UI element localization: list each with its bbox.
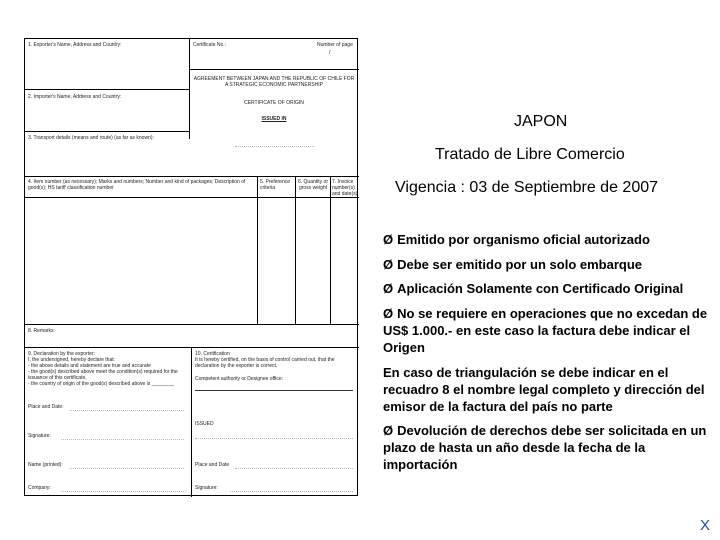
agreement-line-2: A STRATEGIC ECONOMIC PARTNERSHIP (224, 82, 324, 88)
slide-title-validity: Vigencia : 03 de Septiembre de 2007 (395, 179, 659, 196)
box5-label: 5. Preference criteria (260, 179, 291, 191)
arrow-bullet-icon: Ø (383, 232, 394, 247)
certificate-of-origin-form (24, 38, 358, 496)
box7-label: 7. Invoice number(s) and date(s) (332, 179, 358, 197)
box9-line: - the above details and statement are true and accurate (28, 363, 151, 369)
box10-line: It is hereby certified, on the basis of control carried out, that the (195, 357, 335, 363)
bullet-item: Ø Devolución de derechos debe ser solicitada en un plazo de hasta un año desde la fecha de la importación (383, 423, 707, 472)
competent-authority-label: Competent authority or Designee office: (195, 376, 284, 382)
name-printed-label: Name (printed): (28, 462, 63, 468)
box1-label: 1. Exporter's Name, Address and Country: (28, 42, 122, 48)
agreement-line-1: AGREEMENT BETWEEN JAPAN AND THE REPUBLIC OF CHILE FOR (193, 76, 355, 82)
arrow-bullet-icon: Ø (383, 257, 394, 272)
place-date-label: Place and Date: (28, 404, 64, 410)
page-number-label: Number of page (317, 42, 353, 48)
box6-label: 6. Quantity or gross weight (297, 179, 328, 191)
close-link[interactable]: X (699, 517, 710, 534)
box9-line: issuance of this certificate, (28, 375, 87, 381)
box9-line: - the good(s) described above meet the condition(s) required for the (28, 369, 178, 375)
page-number-value: / (329, 50, 331, 56)
box9-line: - the country of origin of the good(s) described above is ________ (28, 381, 174, 387)
box9-heading: 9. Declaration by the exporter: (28, 351, 95, 357)
box2-label: 2. Importer's Name, Address and Country: (28, 94, 122, 100)
slide-title-country: JAPON (514, 113, 568, 130)
slide-title-treaty: Tratado de Libre Comercio (435, 146, 625, 163)
bullet-item: Ø No se requiere en operaciones que no excedan de US$ 1.000.- en este caso la factura debe indicar el Origen (383, 306, 708, 355)
box4-label: 4. Item number (as necessary); Marks and numbers; Number and kind of packages; Description of good(s); HS tariff classification number (28, 179, 246, 191)
triangulation-paragraph: En caso de triangulación se debe indicar en el recuadro 8 el nombre legal completo y dirección del emisor de la factura del país no parte (383, 365, 705, 414)
place-date-label-2: Place and Date (195, 462, 230, 468)
box9-line: I, the undersigned, hereby declare that: (28, 357, 116, 363)
certificate-number-label: Certificate No.: (193, 42, 227, 48)
box8-label: 8. Remarks: (28, 328, 55, 334)
company-label: Company: (28, 485, 51, 491)
issued-label: ISSUED (195, 421, 214, 427)
arrow-bullet-icon: Ø (383, 423, 394, 438)
arrow-bullet-icon: Ø (383, 281, 394, 296)
bullet-item: Ø Emitido por organismo oficial autorizado (383, 232, 650, 247)
box10-line: declaration by the exporter is correct. (195, 363, 278, 369)
bullet-item: Ø Debe ser emitido por un solo embarque (383, 257, 643, 272)
certificate-title: CERTIFICATE OF ORIGIN (244, 100, 304, 106)
signature-label-2: Signature: (195, 485, 218, 491)
bullet-item: Ø Aplicación Solamente con Certificado Original (383, 281, 684, 296)
arrow-bullet-icon: Ø (383, 306, 394, 321)
box10-heading: 10. Certification (195, 351, 230, 357)
signature-label: Signature: (28, 433, 51, 439)
box3-label: 3. Transport details (means and route) (as far as known): (28, 135, 154, 141)
issued-in-label: ISSUED IN (261, 116, 287, 122)
